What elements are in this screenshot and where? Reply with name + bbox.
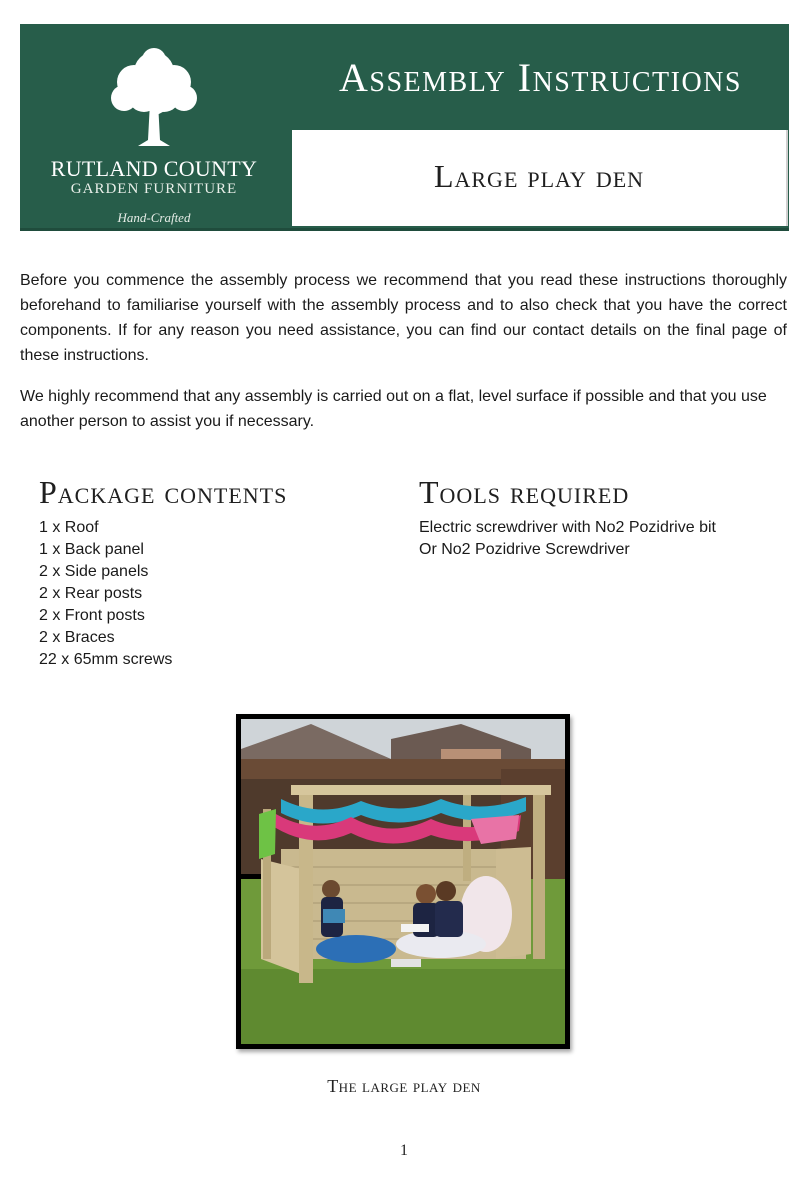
list-item: 22 x 65mm screws: [39, 651, 173, 668]
brand-tagline: Hand-Crafted: [117, 210, 191, 225]
product-name: Large play den: [433, 158, 645, 194]
brand-name: RUTLAND COUNTY: [50, 156, 258, 181]
product-photo: [236, 714, 570, 1049]
page-number: 1: [400, 1142, 408, 1159]
list-item: Electric screwdriver with No2 Pozidrive bit: [419, 519, 716, 536]
oak-tree-icon: [108, 46, 200, 148]
list-item: 1 x Roof: [39, 519, 99, 536]
product-name-box: [292, 130, 788, 226]
play-den-illustration: [241, 719, 565, 1044]
list-item: 2 x Rear posts: [39, 585, 143, 602]
brand-subtitle: GARDEN FURNITURE: [70, 181, 238, 197]
intro-paragraph-1: Before you commence the assembly process we recommend that you read these instructions thoroughly beforehand to familiarise yourself with the assembly process and to also check that you have the correct components. If for any reason you need assistance, you can find our contact details on the final page of these instructions.: [20, 272, 787, 364]
brand-logo: [20, 24, 288, 228]
figure-caption: The large play den: [327, 1076, 481, 1096]
header-banner: [20, 24, 789, 231]
tools-required-heading: Tools required: [419, 474, 630, 510]
list-item: 2 x Braces: [39, 629, 115, 646]
package-contents-heading: Package contents: [39, 474, 288, 510]
list-item: 2 x Front posts: [39, 607, 145, 624]
list-item: Or No2 Pozidrive Screwdriver: [419, 541, 630, 558]
list-item: 1 x Back panel: [39, 541, 144, 558]
tools-required-list: [419, 517, 716, 561]
list-item: 2 x Side panels: [39, 563, 149, 580]
document-title: Assembly Instructions: [339, 55, 742, 100]
package-contents-list: [39, 517, 172, 671]
intro-paragraph-2: We highly recommend that any assembly is carried out on a flat, level surface if possible and that you use another person to assist you if necessary.: [20, 388, 767, 430]
